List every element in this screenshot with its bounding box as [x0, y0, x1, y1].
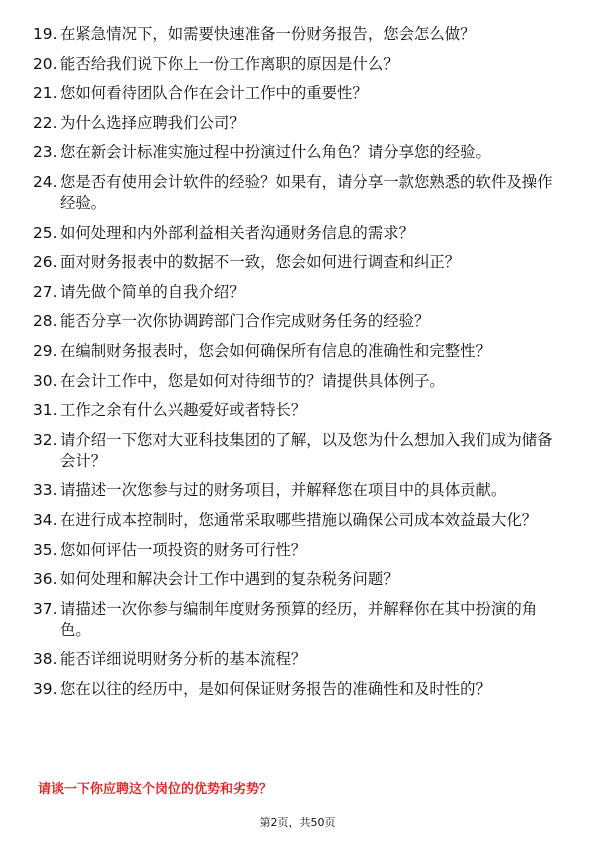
question-number: 29. — [33, 341, 58, 360]
list-item — [33, 24, 563, 45]
question-number: 30. — [33, 371, 58, 390]
list-item — [33, 341, 563, 362]
list-item — [33, 83, 563, 104]
question-text: 您如何看待团队合作在会计工作中的重要性？ — [60, 84, 368, 103]
question-number: 27. — [33, 282, 58, 301]
question-number: 28. — [33, 312, 58, 331]
question-text: 您在新会计标准实施过程中扮演过什么角色？请分享您的经验。 — [60, 143, 491, 162]
question-text: 您是否有使用会计软件的经验？如果有，请分享一款您熟悉的软件及操作经验。 — [60, 172, 553, 212]
list-item — [33, 599, 563, 641]
list-item — [33, 311, 563, 332]
question-text: 在紧急情况下，如需要快速准备一份财务报告，您会怎么做？ — [60, 25, 476, 43]
question-text: 在进行成本控制时，您通常采取哪些措施以确保公司成本效益最大化？ — [60, 510, 538, 529]
list-item — [33, 371, 563, 392]
list-item — [33, 54, 563, 75]
list-item — [33, 252, 563, 273]
question-number: 22. — [33, 113, 58, 132]
question-text: 在编制财务报表时，您会如何确保所有信息的准确性和完整性？ — [60, 341, 491, 360]
question-number: 36. — [33, 570, 58, 589]
list-item — [33, 569, 563, 590]
highlight-question: 请谈一下你应聘这个岗位的优势和劣势？ — [38, 782, 273, 797]
question-number: 21. — [33, 84, 58, 103]
question-text: 如何处理和解决会计工作中遇到的复杂税务问题？ — [60, 570, 399, 589]
question-number: 33. — [33, 481, 58, 500]
question-text: 能否给我们说下你上一份工作离职的原因是什么？ — [60, 54, 399, 73]
question-text: 您在以往的经历中，是如何保证财务报告的准确性和及时性的？ — [60, 679, 491, 698]
question-list — [33, 24, 563, 708]
list-item — [33, 172, 563, 214]
question-text: 请先做个简单的自我介绍？ — [60, 282, 245, 301]
question-text: 如何处理和内外部利益相关者沟通财务信息的需求？ — [60, 223, 414, 242]
question-text: 在会计工作中，您是如何对待细节的？请提供具体例子。 — [60, 371, 445, 390]
question-text: 您如何评估一项投资的财务可行性？ — [60, 540, 307, 559]
question-number: 39. — [33, 679, 58, 698]
question-text: 面对财务报表中的数据不一致，您会如何进行调查和纠正？ — [60, 253, 461, 272]
question-number: 32. — [33, 430, 58, 449]
question-number: 23. — [33, 143, 58, 162]
question-text: 能否分享一次你协调跨部门合作完成财务任务的经验？ — [60, 312, 430, 331]
question-text: 为什么选择应聘我们公司？ — [60, 113, 245, 132]
question-number: 38. — [33, 650, 58, 669]
question-text: 工作之余有什么兴趣爱好或者特长？ — [60, 401, 307, 420]
question-number: 34. — [33, 510, 58, 529]
list-item — [33, 400, 563, 421]
question-number: 19. — [33, 25, 58, 43]
question-number: 35. — [33, 540, 58, 559]
question-text: 能否详细说明财务分析的基本流程？ — [60, 650, 307, 669]
page-number: 第2页，共50页 — [259, 816, 336, 829]
question-text: 请介绍一下您对大亚科技集团的了解，以及您为什么想加入我们成为储备会计？ — [60, 430, 553, 470]
list-item — [33, 142, 563, 163]
question-text: 请描述一次你参与编制年度财务预算的经历，并解释你在其中扮演的角色。 — [60, 599, 538, 639]
list-item — [33, 113, 563, 134]
list-item — [33, 282, 563, 303]
question-number: 20. — [33, 54, 58, 73]
question-number: 24. — [33, 172, 58, 191]
list-item — [33, 223, 563, 244]
question-text: 请描述一次您参与过的财务项目，并解释您在项目中的具体贡献。 — [60, 481, 507, 500]
question-number: 26. — [33, 253, 58, 272]
question-number: 31. — [33, 401, 58, 420]
list-item — [33, 649, 563, 670]
list-item — [33, 430, 563, 472]
list-item — [33, 480, 563, 501]
question-number: 25. — [33, 223, 58, 242]
list-item — [33, 510, 563, 531]
list-item — [33, 540, 563, 561]
list-item — [33, 679, 563, 700]
question-number: 37. — [33, 599, 58, 618]
